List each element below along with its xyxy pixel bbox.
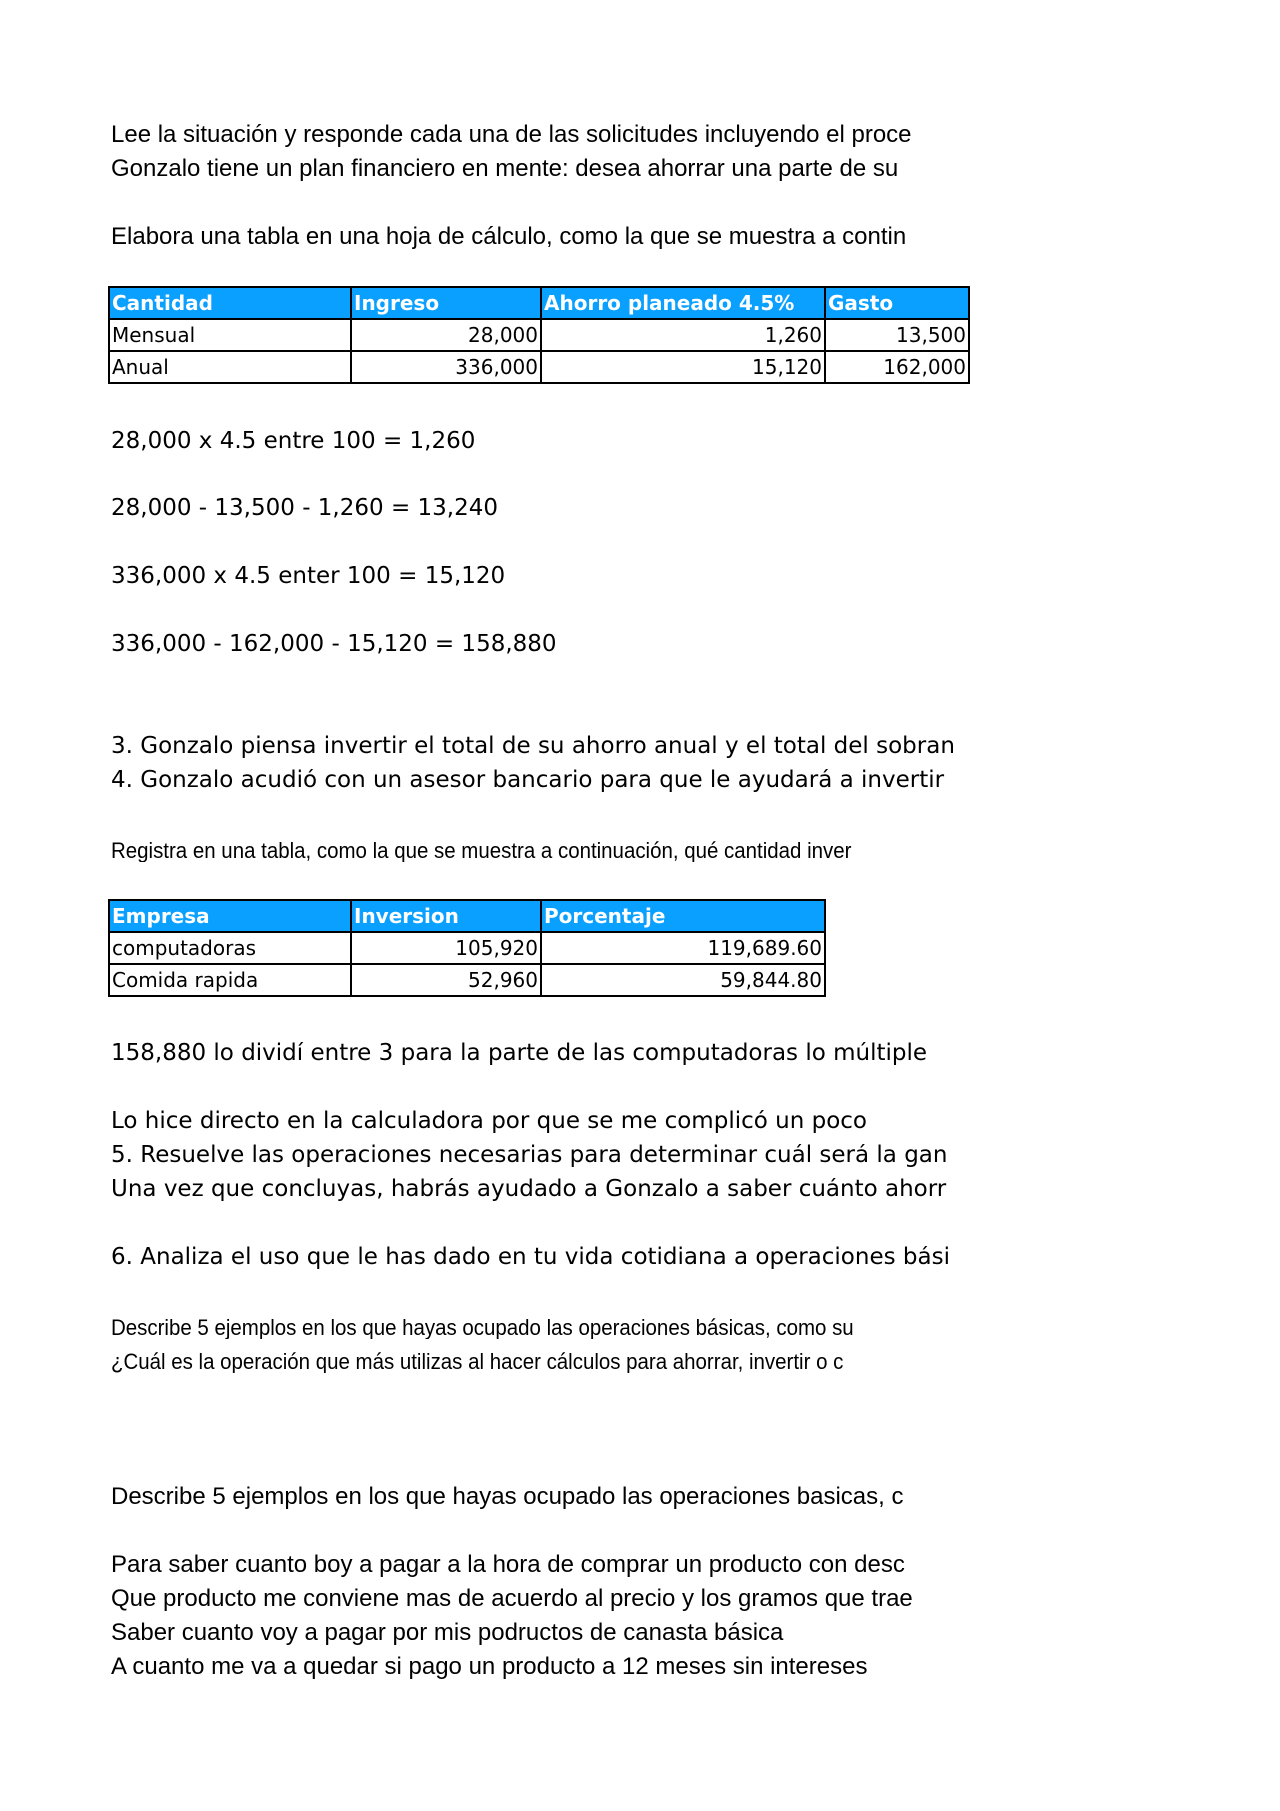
cell[interactable]: Comida rapida <box>109 964 351 996</box>
register-instruction: Registra en una tabla, como la que se muestra a continuación, qué cantidad inver <box>111 840 852 862</box>
cell[interactable]: 13,500 <box>825 319 969 351</box>
table-row <box>109 964 825 996</box>
cell[interactable]: 162,000 <box>825 351 969 383</box>
question-6: 6. Analiza el uso que le has dado en tu vida cotidiana a operaciones bási <box>111 1246 950 1269</box>
investment-table <box>108 899 826 997</box>
cell[interactable]: 15,120 <box>541 351 825 383</box>
table-header-row <box>109 900 825 932</box>
cell[interactable]: 336,000 <box>351 351 541 383</box>
cell[interactable]: 59,844.80 <box>541 964 825 996</box>
answer-line-1: 158,880 lo dividí entre 3 para la parte de las computadoras lo múltiple <box>111 1042 928 1065</box>
intro-line-1: Lee la situación y responde cada una de las solicitudes incluyendo el proce <box>111 123 912 147</box>
header-cantidad: Cantidad <box>109 287 351 319</box>
cell[interactable]: 52,960 <box>351 964 541 996</box>
header-porcentaje: Porcentaje <box>541 900 825 932</box>
header-gasto: Gasto <box>825 287 969 319</box>
cell[interactable]: 1,260 <box>541 319 825 351</box>
question-3: 3. Gonzalo piensa invertir el total de su ahorro anual y el total del sobran <box>111 735 955 758</box>
cell[interactable]: 105,920 <box>351 932 541 964</box>
example-3: Saber cuanto voy a pagar por mis podructos de canasta básica <box>111 1621 784 1645</box>
header-ingreso: Ingreso <box>351 287 541 319</box>
header-ahorro: Ahorro planeado 4.5% <box>541 287 825 319</box>
cell[interactable]: Anual <box>109 351 351 383</box>
header-empresa: Empresa <box>109 900 351 932</box>
table-row <box>109 319 969 351</box>
calc-line-4: 336,000 - 162,000 - 15,120 = 158,880 <box>111 633 557 656</box>
question-5-followup: Una vez que concluyas, habrás ayudado a Gonzalo a saber cuánto ahorr <box>111 1178 947 1201</box>
cell[interactable]: Mensual <box>109 319 351 351</box>
calc-line-2: 28,000 - 13,500 - 1,260 = 13,240 <box>111 497 499 520</box>
savings-table <box>108 286 970 384</box>
question-4: 4. Gonzalo acudió con un asesor bancario para que le ayudará a invertir <box>111 769 945 792</box>
answer-line-2: Lo hice directo en la calculadora por que se me complicó un poco <box>111 1110 867 1133</box>
calc-line-3: 336,000 x 4.5 enter 100 = 15,120 <box>111 565 506 588</box>
cell[interactable]: 119,689.60 <box>541 932 825 964</box>
question-6-describe: Describe 5 ejemplos en los que hayas ocupado las operaciones básicas, como su <box>111 1317 854 1339</box>
table-header-row <box>109 287 969 319</box>
calc-line-1: 28,000 x 4.5 entre 100 = 1,260 <box>111 430 476 453</box>
table-row <box>109 932 825 964</box>
question-6-which: ¿Cuál es la operación que más utilizas al hacer cálculos para ahorrar, invertir o c <box>111 1351 844 1373</box>
example-2: Que producto me conviene mas de acuerdo al precio y los gramos que trae <box>111 1587 913 1611</box>
intro-line-2: Gonzalo tiene un plan financiero en mente: desea ahorrar una parte de su <box>111 157 899 181</box>
example-1: Para saber cuanto boy a pagar a la hora de comprar un producto con desc <box>111 1553 905 1577</box>
question-5: 5. Resuelve las operaciones necesarias para determinar cuál será la gan <box>111 1144 948 1167</box>
intro-line-3: Elabora una tabla en una hoja de cálculo, como la que se muestra a contin <box>111 225 907 249</box>
cell[interactable]: 28,000 <box>351 319 541 351</box>
examples-heading: Describe 5 ejemplos en los que hayas ocupado las operaciones basicas, c <box>111 1485 904 1509</box>
example-4: A cuanto me va a quedar si pago un producto a 12 meses sin intereses <box>111 1655 868 1679</box>
header-inversion: Inversion <box>351 900 541 932</box>
cell[interactable]: computadoras <box>109 932 351 964</box>
table-row <box>109 351 969 383</box>
